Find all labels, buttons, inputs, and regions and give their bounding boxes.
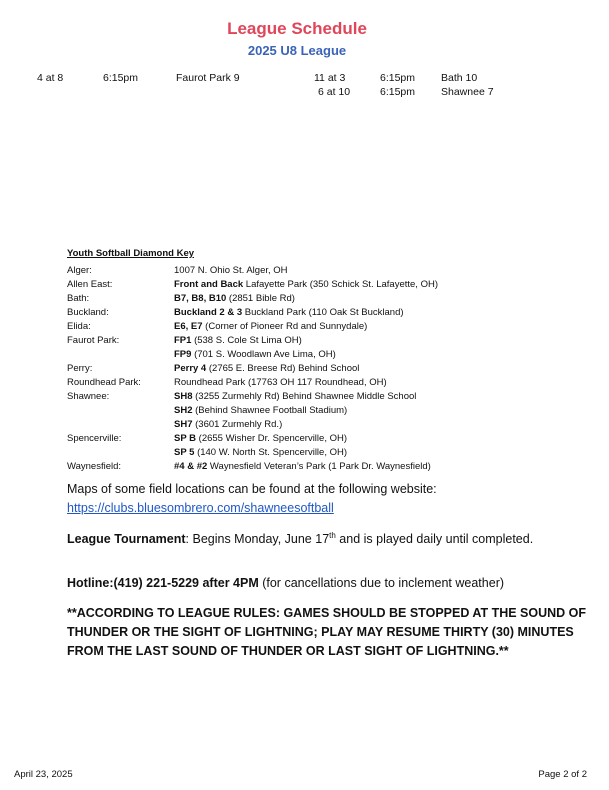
maps-link[interactable]: https://clubs.bluesombrero.com/shawneesoftball: [67, 501, 334, 515]
maps-text: Maps of some field locations can be found at the following website:: [67, 482, 437, 496]
game-field: Faurot Park 9: [176, 72, 240, 84]
game-field: Bath 10: [441, 72, 478, 84]
footer-page-number: Page 2 of 2: [538, 769, 587, 780]
page-subtitle: 2025 U8 League: [247, 43, 347, 58]
tournament-paragraph: League Tournament: Begins Monday, June 17th and is played daily until completed.: [67, 531, 534, 547]
game-time: 6:15pm: [103, 72, 139, 84]
key-description: #4 & #2 Waynesfield Veteran’s Park (1 Park Dr. Waynesfield): [174, 461, 431, 472]
key-description: E6, E7 (Corner of Pioneer Rd and Sunnydale): [174, 321, 368, 332]
key-description: FP9 (701 S. Woodlawn Ave Lima, OH): [174, 349, 336, 360]
game-time: 6:15pm: [380, 72, 416, 84]
key-description: Front and Back Lafayette Park (350 Schick St. Lafayette, OH): [174, 279, 438, 290]
key-location: Roundhead Park:: [67, 377, 141, 388]
maps-paragraph: [67, 480, 567, 518]
key-location: Faurot Park:: [67, 335, 120, 346]
diamond-key-heading: Youth Softball Diamond Key: [67, 248, 195, 259]
key-location: Waynesfield:: [67, 461, 122, 472]
key-description: Roundhead Park (17763 OH 117 Roundhead, OH): [174, 377, 387, 388]
key-location: Alger:: [67, 265, 92, 276]
key-description: FP1 (538 S. Cole St Lima OH): [174, 335, 302, 346]
key-location: Shawnee:: [67, 391, 110, 402]
game-matchup: 6 at 10: [318, 86, 351, 98]
key-location: Spencerville:: [67, 433, 122, 444]
page-title: League Schedule: [227, 19, 367, 38]
footer-date: April 23, 2025: [14, 769, 73, 780]
key-description: SH8 (3255 Zurmehly Rd) Behind Shawnee Middle School: [174, 391, 417, 402]
key-description: Buckland 2 & 3 Buckland Park (110 Oak St Buckland): [174, 307, 404, 318]
game-matchup: 4 at 8: [37, 72, 64, 84]
game-time: 6:15pm: [380, 86, 416, 98]
key-description: SH2 (Behind Shawnee Football Stadium): [174, 405, 348, 416]
key-location: Buckland:: [67, 307, 109, 318]
hotline-number: Hotline:(419) 221-5229 after 4PM: [67, 576, 259, 590]
game-field: Shawnee 7: [441, 86, 494, 98]
key-location: Allen East:: [67, 279, 113, 290]
key-location: Elida:: [67, 321, 91, 332]
key-description: 1007 N. Ohio St. Alger, OH: [174, 265, 288, 276]
key-description: SP 5 (140 W. North St. Spencerville, OH): [174, 447, 348, 458]
tournament-label: League Tournament: [67, 532, 186, 547]
key-description: Perry 4 (2765 E. Breese Rd) Behind School: [174, 363, 360, 374]
key-description: SH7 (3601 Zurmehly Rd.): [174, 419, 283, 430]
key-description: B7, B8, B10 (2851 Bible Rd): [174, 293, 295, 304]
key-description: SP B (2655 Wisher Dr. Spencerville, OH): [174, 433, 348, 444]
lightning-warning: **ACCORDING TO LEAGUE RULES: GAMES SHOULD BE STOPPED AT THE SOUND OF THUNDER OR THE SIGHT OF LIGHTNING; PLAY MAY RESUME THIRTY (30) MINUTES FROM THE LAST SOUND OF THUNDER OR LAST SIGHT OF LIGHTNING.**: [67, 606, 587, 658]
key-location: Perry:: [67, 363, 93, 374]
game-matchup: 11 at 3: [314, 72, 346, 84]
key-location: Bath:: [67, 293, 90, 304]
hotline-paragraph: Hotline:(419) 221-5229 after 4PM (for cancellations due to inclement weather): [67, 576, 505, 590]
